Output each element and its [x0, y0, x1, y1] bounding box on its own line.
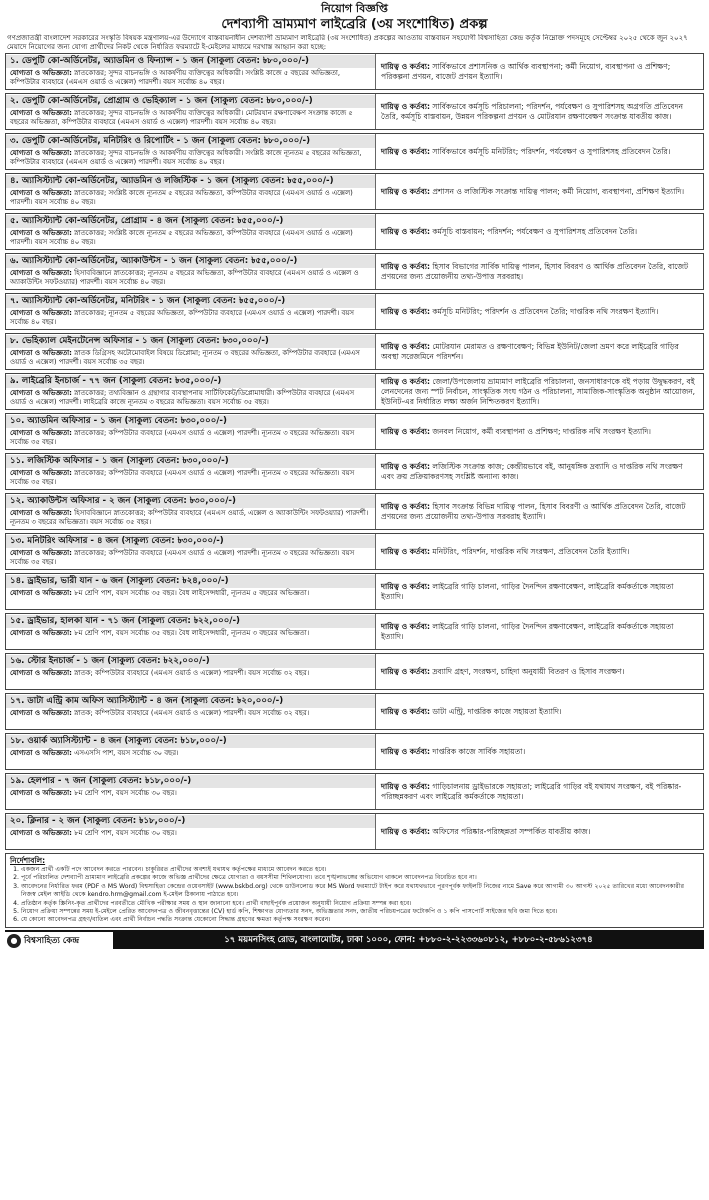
- duties-label: দায়িত্ব ও কর্তব্য:: [381, 101, 430, 111]
- post-qualification: [10, 829, 371, 838]
- post-info: [6, 774, 376, 809]
- post-qualification: [10, 549, 371, 567]
- post-duties: [376, 454, 703, 489]
- post-qualification: [10, 389, 371, 407]
- post-qualification: [10, 709, 371, 718]
- post-info: [6, 54, 376, 89]
- post-info: [6, 254, 376, 289]
- duties-label: দায়িত্ব ও কর্তব্য:: [381, 146, 430, 156]
- qualification-label: যোগ্যতা ও অভিজ্ঞতা:: [10, 509, 72, 517]
- post-title: ১১. লজিস্টিক অফিসার - ১ জন (সাকুল্য বেতন: ৳৩০,০০০/-): [6, 455, 375, 468]
- qualification-label: যোগ্যতা ও অভিজ্ঞতা:: [10, 669, 72, 677]
- post-qualification: [10, 429, 371, 447]
- post-row: [5, 53, 704, 90]
- qualification-text: ৮ম শ্রেণি পাশ, বয়স সর্বোচ্চ ৩০ বছর।: [74, 789, 177, 797]
- duties-label: দায়িত্ব ও কর্তব্য:: [381, 376, 430, 386]
- post-title: ৯. লাইব্রেরি ইনচার্জ - ৭৭ জন (সাকুল্য বেতন: ৳৩৫,০০০/-): [6, 375, 375, 388]
- post-qualification: [10, 669, 371, 678]
- qualification-text: স্নাতক; কম্পিউটার ব্যবহারে (এমএস ওয়ার্ড ও এক্সেল) পারদর্শী। বয়স সর্বোচ্চ ৩২ বছর।: [74, 669, 310, 677]
- duties-text: হিসাব বিভাগের সার্বিক দায়িত্ব পালন, হিসাব বিবরণ ও আর্থিক প্রতিবেদন তৈরি, বাজেট প্রণয়নের জন্য প্রয়োজনীয় তথ্য-উপাত্ত সরবরাহ।: [381, 261, 689, 281]
- post-info: [6, 294, 376, 329]
- post-row: [5, 573, 704, 610]
- duties-label: দায়িত্ব ও কর্তব্য:: [381, 61, 430, 71]
- qualification-text: ৮ম শ্রেণি পাশ, বয়স সর্বোচ্চ ৩০ বছর।: [74, 829, 177, 837]
- post-duties: [376, 174, 703, 209]
- circular-kicker: নিয়োগ বিজ্ঞপ্তি: [321, 2, 388, 15]
- duties-label: দায়িত্ব ও কর্তব্য:: [381, 226, 430, 236]
- qualification-label: যোগ্যতা ও অভিজ্ঞতা:: [10, 789, 72, 797]
- post-duties: [376, 414, 703, 449]
- post-duties: [376, 574, 703, 609]
- post-title: ১৪. ড্রাইভার, ভারী যান - ৬ জন (সাকুল্য বেতন: ৳২৪,০০০/-): [6, 575, 375, 588]
- post-duties: [376, 94, 703, 129]
- duties-label: দায়িত্ব ও কর্তব্য:: [381, 781, 430, 791]
- post-row: [5, 813, 704, 850]
- post-row: [5, 493, 704, 530]
- qualification-label: যোগ্যতা ও অভিজ্ঞতা:: [10, 189, 72, 197]
- post-duties: [376, 54, 703, 89]
- duties-label: দায়িত্ব ও কর্তব্য:: [381, 461, 430, 471]
- post-title: ১৬. স্টোর ইনচার্জ - ১ জন (সাকুল্য বেতন: ৳২২,০০০/-): [6, 655, 375, 668]
- qualification-label: যোগ্যতা ও অভিজ্ঞতা:: [10, 69, 72, 77]
- post-qualification: [10, 749, 371, 758]
- footer: [5, 930, 704, 949]
- instructions-list: [10, 866, 699, 925]
- post-row: [5, 333, 704, 370]
- post-info: [6, 94, 376, 129]
- duties-text: মনিটরিং, পরিদর্শন, দাপ্তরিক নথি সংরক্ষণ, প্রতিবেদন তৈরি ইত্যাদি।: [432, 546, 630, 556]
- post-info: [6, 694, 376, 729]
- post-info: [6, 654, 376, 689]
- post-info: [6, 494, 376, 529]
- duties-text: গাড়িচালনায় ড্রাইভারকে সহায়তা; লাইব্রেরি গাড়ির বই যথাযথ সংরক্ষণ, বই পরিষ্কার-পরিচ্ছন্নকরণ এবং লাইব্রেরি কর্মকর্তাকে সহায়তা।: [381, 781, 682, 801]
- post-title: ৮. ভেহিক্যাল মেইনটেনেন্স অফিসার - ১ জন (সাকুল্য বেতন: ৳৩০,০০০/-): [6, 335, 375, 348]
- post-qualification: [10, 349, 371, 367]
- post-duties: [376, 134, 703, 169]
- post-duties: [376, 374, 703, 409]
- post-duties: [376, 814, 703, 849]
- post-duties: [376, 734, 703, 769]
- post-duties: [376, 214, 703, 249]
- qualification-label: যোগ্যতা ও অভিজ্ঞতা:: [10, 229, 72, 237]
- duties-label: দায়িত্ব ও কর্তব্য:: [381, 186, 430, 196]
- qualification-label: যোগ্যতা ও অভিজ্ঞতা:: [10, 269, 72, 277]
- post-title: ৩. ডেপুটি কো-অর্ডিনেটর, মনিটরিং ও রিপোর্টিং - ১ জন (সাকুল্য বেতন: ৳৮০,০০০/-): [6, 135, 375, 148]
- post-row: [5, 173, 704, 210]
- qualification-text: হিসাববিজ্ঞানে স্নাতকোত্তর; কম্পিউটার ব্যবহারে (এমএস ওয়ার্ড, এক্সেল ও অ্যাকাউন্টিং সফটওয়্যার) পারদর্শী। ন্যূনতম ৩ বছরের অভিজ্ঞতা। বয়স সর্বোচ্চ ৩৫ বছর।: [10, 509, 369, 526]
- post-row: [5, 733, 704, 770]
- duties-text: জেলা/উপজেলায় ভ্রাম্যমাণ লাইব্রেরি পরিচালনা, জনসাধারণকে বই পড়ায় উদ্বুদ্ধকরণ, বই লেনদেনের জন্য স্পট নির্বাচন, সাংস্কৃতিক সংঘ গঠন ও পরিচালনা, সামাজিক-সাংস্কৃতিক অনুষ্ঠান আয়োজন, ইউনিট-এর নির্ধারিত লক্ষ্য অর্জন নিশ্চিতকরণ ইত্যাদি।: [381, 376, 696, 406]
- post-duties: [376, 774, 703, 809]
- duties-text: লজিস্টিক সংক্রান্ত কাজ; কেন্দ্রীয়ভাবে বই, আনুষঙ্গিক দ্রব্যাদি ও দাপ্তরিক নথি সংরক্ষণ এবং ক্রয় প্রক্রিয়াকরণসহ সংশ্লিষ্ট অন্যান্য কাজ।: [381, 461, 683, 481]
- post-qualification: [10, 589, 371, 598]
- instruction-item: 5. নিয়োগ প্রক্রিয়া সম্পন্নের সময় ই-মেইলে প্রেরিত আবেদনপত্র ও জীবনবৃত্তান্তের (CV) হার্ড কপি, শিক্ষাগত যোগ্যতার সনদ, অভিজ্ঞতার সনদ, জাতীয় পরিচয়পত্রের ফটোকপি ও ১ কপি পাসপোর্ট সাইজের ছবি জমা দিতে হবে।: [21, 908, 699, 916]
- qualification-text: স্নাতকোত্তর; ন্যূনতম ৫ বছরের অভিজ্ঞতা, কম্পিউটার ব্যবহারে (এমএস ওয়ার্ড ও এক্সেল) পারদর্শী। বয়স সর্বোচ্চ ৪০ বছর।: [10, 309, 354, 326]
- duties-text: হিসাব সংক্রান্ত বিভিন্ন দায়িত্ব পালন, হিসাব বিবরণী ও আর্থিক প্রতিবেদন তৈরি, বাজেট প্রণয়নের জন্য প্রয়োজনীয় তথ্য-উপাত্ত সরবরাহ ইত্যাদি।: [381, 501, 686, 521]
- duties-label: দায়িত্ব ও কর্তব্য:: [381, 546, 430, 556]
- duties-label: দায়িত্ব ও কর্তব্য:: [381, 826, 430, 836]
- post-info: [6, 534, 376, 569]
- duties-text: অফিসের পরিষ্কার-পরিচ্ছন্নতা সম্পর্কিত যাবতীয় কাজ।: [432, 826, 591, 836]
- post-info: [6, 214, 376, 249]
- post-row: [5, 453, 704, 490]
- post-title: ১০. অ্যাডমিন অফিসার - ১ জন (সাকুল্য বেতন: ৳৩০,০০০/-): [6, 415, 375, 428]
- duties-text: প্রশাসন ও লজিস্টিক সংক্রান্ত দায়িত্ব পালন; কর্মী নিয়োগ, ব্যবস্থাপনা, প্রশিক্ষণ ইত্যাদি।: [432, 186, 685, 196]
- qualification-text: হিসাববিজ্ঞানে স্নাতকোত্তর; ন্যূনতম ৫ বছরের অভিজ্ঞতা, কম্পিউটার ব্যবহারে (এমএস ওয়ার্ড ও এক্সেল ও অ্যাকাউন্টিং সফটওয়্যার) পারদর্শী। বয়স সর্বোচ্চ ৪০ বছর।: [10, 269, 359, 286]
- duties-label: দায়িত্ব ও কর্তব্য:: [381, 746, 430, 756]
- post-duties: [376, 534, 703, 569]
- post-duties: [376, 654, 703, 689]
- post-title: ২. ডেপুটি কো-অর্ডিনেটর, প্রোগ্রাম ও ভেহিক্যাল - ১ জন (সাকুল্য বেতন: ৳৮০,০০০/-): [6, 95, 375, 108]
- post-title: ৫. অ্যাসিস্ট্যান্ট কো-অর্ডিনেটর, প্রোগ্রাম - ৪ জন (সাকুল্য বেতন: ৳৫৫,০০০/-): [6, 215, 375, 228]
- project-title: দেশব্যাপী ভ্রাম্যমাণ লাইব্রেরি (৩য় সংশোধিত) প্রকল্প: [221, 17, 488, 32]
- post-title: ১৮. ওয়ার্ক অ্যাসিস্ট্যান্ট - ৪ জন (সাকুল্য বেতন: ৳১৮,০০০/-): [6, 735, 375, 748]
- post-row: [5, 293, 704, 330]
- qualification-text: এসএসসি পাশ, বয়স সর্বোচ্চ ৩০ বছর।: [74, 749, 179, 757]
- duties-text: কর্মসূচি মনিটরিং; পরিদর্শন ও প্রতিবেদন তৈরি; দাপ্তরিক নথি সংরক্ষণ ইত্যাদি।: [432, 306, 659, 316]
- qualification-text: স্নাতকোত্তর; সংশ্লিষ্ট কাজে ন্যূনতম ৫ বছরের অভিজ্ঞতা, কম্পিউটার ব্যবহারে (এমএস ওয়ার্ড ও এক্সেল) পারদর্শী। বয়স সর্বোচ্চ ৪০ বছর।: [10, 189, 353, 206]
- post-duties: [376, 294, 703, 329]
- org-name: বিশ্বসাহিত্য কেন্দ্র: [24, 935, 80, 946]
- intro-paragraph: গণপ্রজাতন্ত্রী বাংলাদেশ সরকারের সংস্কৃতি বিষয়ক মন্ত্রণালয়-এর উদ্যোগে বাস্তবায়নাধীন দেশব্যাপী ভ্রাম্যমাণ লাইব্রেরি (৩য় সংশোধিত) প্রকল্পের আওতায় বাস্তবায়ন সহযোগী বিশ্বসাহিত্য কেন্দ্র কর্তৃক নিম্নোক্ত পদসমূহে সেপ্টেম্বর ২০২৫ থেকে জুন ২০২৭ মেয়াদে নিয়োগের জন্য যোগ্য প্রার্থীদের নিকট থেকে নির্ধারিত ফরম্যাটে ই-মেইলের মাধ্যমে দরখাস্ত আহ্বান করা হচ্ছে:: [7, 34, 688, 51]
- qualification-label: যোগ্যতা ও অভিজ্ঞতা:: [10, 469, 72, 477]
- footer-address: ১৭ ময়মনসিংহ রোড, বাংলামোটর, ঢাকা ১০০০, ফোন: +৮৮০-২-২২৩৩৬০৮১২, +৮৮০-২-৫৮৬১২৩৭৪: [113, 932, 704, 949]
- post-title: ১৯. হেলপার - ৭ জন (সাকুল্য বেতন: ৳১৮,০০০/-): [6, 775, 375, 788]
- post-row: [5, 133, 704, 170]
- post-title: ১৩. মনিটরিং অফিসার - ৪ জন (সাকুল্য বেতন: ৳৩০,০০০/-): [6, 535, 375, 548]
- post-row: [5, 693, 704, 730]
- qualification-text: স্নাতক ডিগ্রিসহ অটোমোবাইল বিষয়ে ডিপ্লোমা; ন্যূনতম ৩ বছরের অভিজ্ঞতা, কম্পিউটার ব্যবহারে (এমএস ওয়ার্ড ও এক্সেল) পারদর্শী। বয়স সর্বোচ্চ ৩৫ বছর।: [10, 349, 360, 366]
- qualification-label: যোগ্যতা ও অভিজ্ঞতা:: [10, 429, 72, 437]
- post-info: [6, 414, 376, 449]
- duties-text: জনবল নিয়োগ, কর্মী ব্যবস্থাপনা ও প্রশিক্ষণ; দাপ্তরিক নথি সংরক্ষণ ইত্যাদি।: [432, 426, 651, 436]
- post-info: [6, 614, 376, 649]
- post-info: [6, 454, 376, 489]
- post-row: [5, 653, 704, 690]
- post-qualification: [10, 309, 371, 327]
- instruction-item: 2. পূর্বে পরিচালিত দেশব্যাপী ভ্রাম্যমাণ লাইব্রেরি প্রকল্পের কাজে অভিজ্ঞ প্রার্থীদের ক্ষেত্রে যোগ্যতা ও বয়সসীমা শিথিলযোগ্য। তবে শৃঙ্খলাভঙ্গের অভিযোগ থাকলে আবেদনপত্র বিবেচিত হবে না।: [21, 874, 699, 882]
- post-title: ৪. অ্যাসিস্ট্যান্ট কো-অর্ডিনেটর, অ্যাডমিন ও লজিস্টিক - ১ জন (সাকুল্য বেতন: ৳৫৫,০০০/-): [6, 175, 375, 188]
- post-row: [5, 373, 704, 410]
- post-qualification: [10, 469, 371, 487]
- duties-label: দায়িত্ব ও কর্তব্য:: [381, 261, 430, 271]
- post-qualification: [10, 69, 371, 87]
- duties-label: দায়িত্ব ও কর্তব্য:: [381, 666, 430, 676]
- post-row: [5, 213, 704, 250]
- post-qualification: [10, 189, 371, 207]
- post-title: ১৭. ডাটা এন্ট্রি কাম অফিস অ্যাসিস্ট্যান্ট - ৪ জন (সাকুল্য বেতন: ৳২০,০০০/-): [6, 695, 375, 708]
- qualification-label: যোগ্যতা ও অভিজ্ঞতা:: [10, 629, 72, 637]
- qualification-text: স্নাতক; কম্পিউটার ব্যবহারে (এমএস ওয়ার্ড ও এক্সেল) পারদর্শী। বয়স সর্বোচ্চ ৩২ বছর।: [74, 709, 310, 717]
- post-qualification: [10, 109, 371, 127]
- job-circular: [5, 2, 704, 1198]
- post-row: [5, 773, 704, 810]
- duties-label: দায়িত্ব ও কর্তব্য:: [381, 706, 430, 716]
- qualification-label: যোগ্যতা ও অভিজ্ঞতা:: [10, 589, 72, 597]
- post-info: [6, 174, 376, 209]
- duties-text: দাপ্তরিক কাজে সার্বিক সহায়তা।: [432, 746, 526, 756]
- duties-text: দ্রব্যাদি গ্রহণ, সংরক্ষণ, চাহিদা অনুযায়ী বিতরণ ও হিসাব সংরক্ষণ।: [432, 666, 625, 676]
- post-duties: [376, 494, 703, 529]
- org-logo: [5, 932, 113, 949]
- qualification-text: স্নাতকোত্তর; তথ্যবিজ্ঞান ও গ্রন্থাগার ব্যবস্থাপনায় সার্টিফিকেট/ডিপ্লোমাধারী। কম্পিউটার ব্যবহারে (এমএস ওয়ার্ড ও এক্সেল) পারদর্শী। লাইব্রেরি কাজে ন্যূনতম ৩ বছরের অভিজ্ঞতা। বয়স সর্বোচ্চ ৩৫ বছর।: [10, 389, 355, 406]
- duties-label: দায়িত্ব ও কর্তব্য:: [381, 426, 430, 436]
- post-title: ১৫. ড্রাইভার, হালকা যান - ৭১ জন (সাকুল্য বেতন: ৳২২,০০০/-): [6, 615, 375, 628]
- qualification-text: স্নাতকোত্তর; সুন্দর বাচনভঙ্গি ও আকর্ষণীয় ব্যক্তিত্বের অধিকারী। সংশ্লিষ্ট কাজে ৫ বছরের অভিজ্ঞতা, কম্পিউটার ব্যবহারে (এমএস ওয়ার্ড ও এক্সেল) পারদর্শী। বয়স সর্বোচ্চ ৪০ বছর।: [10, 69, 341, 86]
- qualification-text: ৮ম শ্রেণি পাশ, বয়স সর্বোচ্চ ৩৫ বছর। বৈধ লাইসেন্সধারী, ন্যূনতম ৫ বছরের অভিজ্ঞতা।: [74, 589, 310, 597]
- duties-text: সার্বিকভাবে কর্মসূচি পরিচালনা; পরিদর্শন, পর্যবেক্ষণ ও সুপারিশসহ অগ্রগতি প্রতিবেদন তৈরি, কর্মসূচি বাস্তবায়ন, উন্নয়ন পরিকল্পনা প্রণয়ন ও মোটরযান রক্ষণাবেক্ষণ সংক্রান্ত যাবতীয় কাজ।: [381, 101, 683, 121]
- posts-list: [5, 53, 704, 850]
- post-title: ২০. ক্লিনার - ২ জন (সাকুল্য বেতন: ৳১৮,০০০/-): [6, 815, 375, 828]
- duties-text: ডাটা এন্ট্রি, দাপ্তরিক কাজে সহায়তা ইত্যাদি।: [432, 706, 562, 716]
- qualification-text: স্নাতকোত্তর; সুন্দর বাচনভঙ্গি ও আকর্ষণীয় ব্যক্তিত্বের অধিকারী। সংশ্লিষ্ট কাজে ন্যূনতম ৫ বছরের অভিজ্ঞতা, কম্পিউটার ব্যবহারে (এমএস ওয়ার্ড ও এক্সেল) পারদর্শী। বয়স সর্বোচ্চ ৪০ বছর।: [10, 149, 362, 166]
- post-info: [6, 814, 376, 849]
- post-info: [6, 334, 376, 369]
- qualification-label: যোগ্যতা ও অভিজ্ঞতা:: [10, 709, 72, 717]
- qualification-text: স্নাতকোত্তর; সংশ্লিষ্ট কাজে ন্যূনতম ৫ বছরের অভিজ্ঞতা, কম্পিউটার ব্যবহারে (এমএস ওয়ার্ড ও এক্সেল) পারদর্শী। বয়স সর্বোচ্চ ৪০ বছর।: [10, 229, 353, 246]
- post-duties: [376, 334, 703, 369]
- duties-label: দায়িত্ব ও কর্তব্য:: [381, 306, 430, 316]
- duties-text: মোটরযান মেরামত ও রক্ষণাবেক্ষণ; বিভিন্ন ইউনিট/জেলা ভ্রমণ করে লাইব্রেরি গাড়ির অবস্থা সরেজমিনে পরিদর্শন।: [381, 341, 679, 361]
- qualification-label: যোগ্যতা ও অভিজ্ঞতা:: [10, 149, 72, 157]
- post-qualification: [10, 229, 371, 247]
- post-row: [5, 93, 704, 130]
- duties-text: কর্মসূচি বাস্তবায়ন; পরিদর্শন; পর্যবেক্ষণ ও সুপারিশসহ প্রতিবেদন তৈরি।: [432, 226, 638, 236]
- post-info: [6, 574, 376, 609]
- post-title: ১. ডেপুটি কো-অর্ডিনেটর, অ্যাডমিন ও ফিন্যান্স - ১ জন (সাকুল্য বেতন: ৳৮০,০০০/-): [6, 55, 375, 68]
- post-row: [5, 413, 704, 450]
- qualification-label: যোগ্যতা ও অভিজ্ঞতা:: [10, 749, 72, 757]
- duties-label: দায়িত্ব ও কর্তব্য:: [381, 341, 430, 351]
- post-info: [6, 374, 376, 409]
- post-qualification: [10, 149, 371, 167]
- book-icon: ●: [7, 934, 21, 948]
- post-qualification: [10, 789, 371, 798]
- post-title: ১২. অ্যাকাউন্টস অফিসার - ২ জন (সাকুল্য বেতন: ৳৩০,০০০/-): [6, 495, 375, 508]
- post-qualification: [10, 629, 371, 638]
- qualification-text: ৮ম শ্রেণি পাশ, বয়স সর্বোচ্চ ৩৫ বছর। বৈধ লাইসেন্সধারী, ন্যূনতম ৩ বছরের অভিজ্ঞতা।: [74, 629, 310, 637]
- duties-text: লাইব্রেরি গাড়ি চালনা, গাড়ির দৈনন্দিন রক্ষণাবেক্ষণ, লাইব্রেরি কর্মকর্তাকে সহায়তা ইত্যাদি।: [381, 581, 674, 601]
- post-row: [5, 253, 704, 290]
- qualification-label: যোগ্যতা ও অভিজ্ঞতা:: [10, 389, 72, 397]
- qualification-text: স্নাতকোত্তর; কম্পিউটার ব্যবহারে (এমএস ওয়ার্ড ও এক্সেল) পারদর্শী। ন্যূনতম ৩ বছরের অভিজ্ঞতা। বয়স সর্বোচ্চ ৩৫ বছর।: [10, 469, 355, 486]
- post-duties: [376, 254, 703, 289]
- duties-text: লাইব্রেরি গাড়ি চালনা, গাড়ির দৈনন্দিন রক্ষণাবেক্ষণ, লাইব্রেরি কর্মকর্তাকে সহায়তা ইত্যাদি।: [381, 621, 674, 641]
- instruction-item: 4. প্রতিষ্ঠান কর্তৃক স্ক্রিনিং-কৃত প্রার্থীদের পরবর্তীতে মৌখিক পরীক্ষার সময় ও স্থান জানানো হবে। প্রার্থী বাছাইপূর্বক প্রয়োজন অনুযায়ী নিয়োগ প্রক্রিয়া সম্পন্ন করা হবে।: [21, 900, 699, 908]
- qualification-text: স্নাতকোত্তর; কম্পিউটার ব্যবহারে (এমএস ওয়ার্ড ও এক্সেল) পারদর্শী। ন্যূনতম ৩ বছরের অভিজ্ঞতা। বয়স সর্বোচ্চ ৩৫ বছর।: [10, 429, 355, 446]
- qualification-label: যোগ্যতা ও অভিজ্ঞতা:: [10, 549, 72, 557]
- post-row: [5, 613, 704, 650]
- post-title: ৬. অ্যাসিস্ট্যান্ট কো-অর্ডিনেটর, অ্যাকাউন্টস - ১ জন (সাকুল্য বেতন: ৳৫৫,০০০/-): [6, 255, 375, 268]
- post-info: [6, 734, 376, 769]
- duties-label: দায়িত্ব ও কর্তব্য:: [381, 501, 430, 511]
- post-qualification: [10, 509, 371, 527]
- instructions-box: [5, 853, 704, 928]
- post-duties: [376, 694, 703, 729]
- duties-label: দায়িত্ব ও কর্তব্য:: [381, 621, 430, 631]
- qualification-text: স্নাতকোত্তর; সুন্দর বাচনভঙ্গি ও আকর্ষণীয় ব্যক্তিত্বের অধিকারী। মোটরযান রক্ষণাবেক্ষণ সংক্রান্ত কাজে ৫ বছরের অভিজ্ঞতা, কম্পিউটার ব্যবহারে (এমএস ওয়ার্ড ও এক্সেল) পারদর্শী। বয়স সর্বোচ্চ ৪০ বছর।: [10, 109, 353, 126]
- duties-label: দায়িত্ব ও কর্তব্য:: [381, 581, 430, 591]
- post-duties: [376, 614, 703, 649]
- post-title: ৭. অ্যাসিস্ট্যান্ট কো-অর্ডিনেটর, মনিটরিং - ১ জন (সাকুল্য বেতন: ৳৫৫,০০০/-): [6, 295, 375, 308]
- qualification-label: যোগ্যতা ও অভিজ্ঞতা:: [10, 349, 72, 357]
- duties-text: সার্বিকভাবে কর্মসূচি মনিটরিং; পরিদর্শন, পর্যবেক্ষণ ও সুপারিশসহ প্রতিবেদন তৈরি।: [432, 146, 671, 156]
- post-row: [5, 533, 704, 570]
- duties-text: সার্বিকভাবে প্রশাসনিক ও আর্থিক ব্যবস্থাপনা; কর্মী নিয়োগ, ব্যবস্থাপনা ও প্রশিক্ষণ; পরিকল্পনা প্রণয়ন, বাজেট প্রণয়ন ইত্যাদি।: [381, 61, 671, 81]
- instructions-title: নির্দেশাবলি:: [10, 856, 46, 865]
- qualification-text: স্নাতকোত্তর; কম্পিউটার ব্যবহারে (এমএস ওয়ার্ড ও এক্সেল) পারদর্শী। ন্যূনতম ৩ বছরের অভিজ্ঞতা। বয়স সর্বোচ্চ ৩৫ বছর।: [10, 549, 355, 566]
- post-qualification: [10, 269, 371, 287]
- qualification-label: যোগ্যতা ও অভিজ্ঞতা:: [10, 109, 72, 117]
- instruction-item: 3. আবেদনের নির্ধারিত ফরম (PDF ও MS Word) বিশ্বসাহিত্য কেন্দ্রের ওয়েবসাইট (www.bskbd.org) থেকে ডাউনলোড করে MS Word ফরম্যাটে টাইপ করে যথাযথভাবে পূরণপূর্বক ফাইলটি নিজের নামে Save করে আগামী ৩০ আগস্ট ২০২৫ তারিখের মধ্যে আবেদনকারীর নিজস্ব মেইল আইডি থেকে kendro.hrm@gmail.com ই-মেইল ঠিকানায় পাঠাতে হবে।: [21, 883, 699, 900]
- qualification-label: যোগ্যতা ও অভিজ্ঞতা:: [10, 309, 72, 317]
- qualification-label: যোগ্যতা ও অভিজ্ঞতা:: [10, 829, 72, 837]
- post-info: [6, 134, 376, 169]
- instruction-item: 6. যে কোনো আবেদনপত্র গ্রহণ/বাতিল এবং প্রার্থী নির্বাচন পদ্ধতি সংক্রান্ত যেকোনো সিদ্ধান্ত গ্রহণের ক্ষমতা কর্তৃপক্ষ সংরক্ষণ করেন।: [21, 916, 699, 924]
- instruction-item: 1. একজন প্রার্থী একটি পদে আবেদন করতে পারবেন। চাকুরিরত প্রার্থীদের অবশ্যই যথাযথ কর্তৃপক্ষের মাধ্যমে আবেদন করতে হবে।: [21, 866, 699, 874]
